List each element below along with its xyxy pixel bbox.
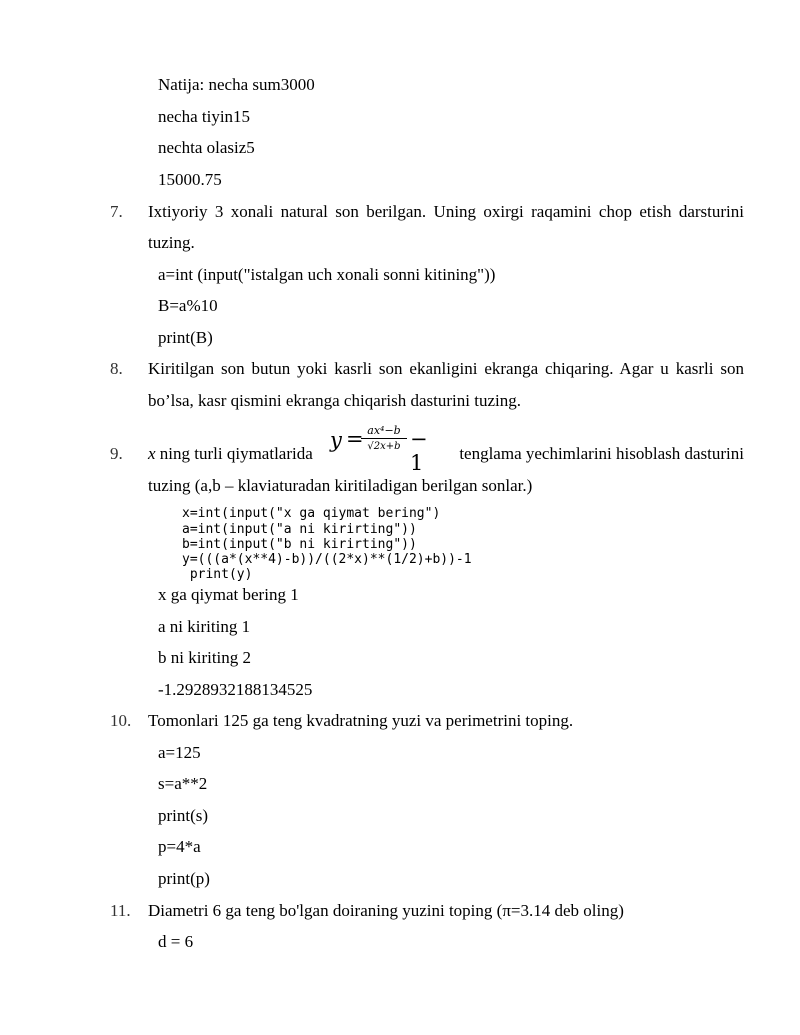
- code-line: p=4*a: [158, 837, 201, 856]
- output-line: 15000.75: [158, 170, 222, 189]
- output-line: b ni kiriting 2: [158, 648, 252, 667]
- code-line: a=125: [158, 743, 201, 762]
- output-line: necha tiyin15: [158, 107, 251, 126]
- question-text: Kiritilgan son butun yoki kasrli son ekanligini ekranga chiqaring. Agar u kasrli son: [148, 359, 744, 378]
- code-line: print(p): [158, 869, 210, 888]
- list-number: 8.: [110, 359, 123, 378]
- formula-denominator: √2x+b: [367, 441, 401, 452]
- question-text-post: tenglama yechimlarini hisoblash dasturini: [459, 444, 744, 463]
- formula-numerator: ax⁴−b: [367, 424, 401, 437]
- code-line: print(y): [182, 567, 253, 582]
- code-line: a=int(input("a ni kirirting")): [182, 522, 417, 537]
- code-line: print(s): [158, 806, 209, 825]
- code-line: x=int(input("x ga qiymat bering"): [182, 506, 441, 521]
- output-line: -1.2928932188134525: [158, 680, 313, 699]
- formula-equals: =: [346, 427, 364, 451]
- code-line: a=int (input("istalgan uch xonali sonni kitining")): [158, 265, 496, 284]
- list-number: 10.: [110, 711, 132, 730]
- question-text: [148, 444, 313, 464]
- question-text: Ixtiyoriy 3 xonali natural son berilgan. Uning oxirgi raqamini chop etish darsturini: [148, 202, 744, 221]
- output-line: nechta olasiz5: [158, 138, 255, 157]
- list-number: 7.: [110, 202, 123, 221]
- list-number: 11.: [110, 901, 131, 920]
- variable-x: x: [148, 444, 156, 463]
- code-line: print(B): [158, 328, 213, 347]
- question-text: tuzing.: [148, 233, 195, 252]
- question-text: bo’lsa, kasr qismini ekranga chiqarish dasturini tuzing.: [148, 391, 521, 410]
- formula-lhs: y: [330, 428, 342, 452]
- question-text: Diametri 6 ga teng bo'lgan doiraning yuzini toping (π=3.14 deb oling): [148, 901, 624, 920]
- output-line: a ni kiriting 1: [158, 617, 251, 636]
- code-line: B=a%10: [158, 296, 218, 315]
- code-line: b=int(input("b ni kirirting")): [182, 537, 417, 552]
- code-line: y=(((a*(x**4)-b))/((2*x)**(1/2)+b))-1: [182, 552, 472, 567]
- output-line: Natija: necha sum3000: [158, 75, 315, 94]
- question-text: Tomonlari 125 ga teng kvadratning yuzi va perimetrini toping.: [148, 711, 574, 730]
- code-line: d = 6: [158, 932, 194, 951]
- list-number: 9.: [110, 444, 123, 463]
- code-line: s=a**2: [158, 774, 208, 793]
- question-text-pre: ning turli qiymatlarida: [155, 444, 313, 463]
- formula-rest: − 1: [410, 427, 428, 475]
- question-text: tuzing (a,b – klaviaturadan kiritiladigan berilgan sonlar.): [148, 476, 533, 495]
- output-line: x ga qiymat bering 1: [158, 585, 299, 604]
- formula-fraction: [361, 424, 407, 453]
- equation-formula: [330, 422, 438, 475]
- fraction-bar: [361, 438, 407, 439]
